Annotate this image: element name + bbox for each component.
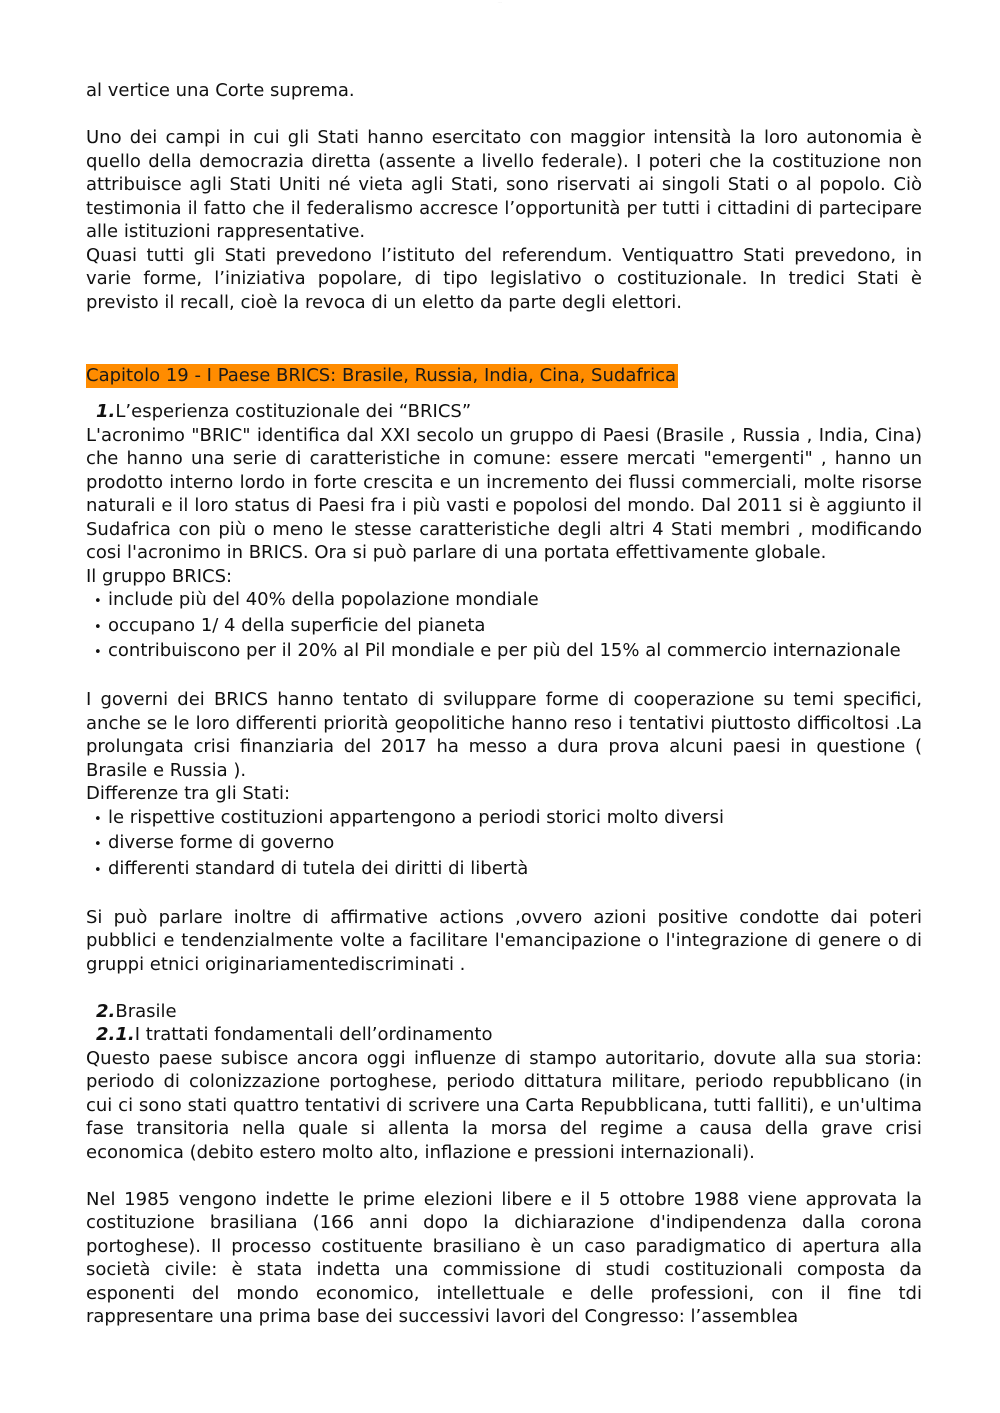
section-1-title: L’esperienza costituzionale dei “BRICS” bbox=[115, 401, 472, 422]
chapter-title: Capitolo 19 - I Paese BRICS: Brasile, Russia, India, Cina, Sudafrica bbox=[86, 365, 677, 386]
section-2-title: Brasile bbox=[115, 1000, 177, 1022]
section-2-1-number: 2.1. bbox=[96, 1024, 135, 1045]
section-2-paragraph-1: Questo paese subisce ancora oggi influenze di stampo autoritario, dovute alla sua storia: periodo di colonizzazione portoghese, periodo dittatura militare, periodo repubblicano (in cui ci sono stati quattro tentativi di scrivere una Carta Repubblicana, tutti falliti), e un'ultima fase transitoria nella quale si allenta la morsa del regime a causa della grave crisi economica (debito estero molto alto, inflazione e pressioni internazionali). bbox=[86, 1047, 922, 1163]
section-1-heading bbox=[86, 400, 922, 424]
section-2-1-title: I trattati fondamentali dell’ordinamento bbox=[134, 1024, 493, 1045]
intro-paragraph-2: Quasi tutti gli Stati prevedono l’istituto del referendum. Ventiquattro Stati prevedono, in varie forme, l’iniziativa popolare, di tipo legislativo o costituzionale. In tredici Stati è previsto il recall, cioè la revoca di un eletto da parte degli elettori. bbox=[86, 244, 922, 313]
brics-group-label: Il gruppo BRICS: bbox=[86, 565, 233, 587]
section-1-paragraph-2: I governi dei BRICS hanno tentato di sviluppare forme di cooperazione su temi specifici, anche se le loro differenti priorità geopolitiche hanno reso i tentativi piuttosto difficoltosi .La prolungata crisi finanziaria del 2017 ha messo a dura prova alcuni paesi in questione ( Brasile e Russia ). bbox=[86, 689, 922, 781]
chapter-heading bbox=[86, 364, 922, 388]
section-1-paragraph-1: L'acronimo "BRIC" identifica dal XXI secolo un gruppo di Paesi (Brasile , Russia , India, Cina) che hanno una serie di caratteristiche in comune: essere mercati "emergenti" , hanno un prodotto interno lordo in forte crescita e un incremento dei flussi commerciali, molte risorse naturali e il loro status di Paesi fra i più vasti e popolosi del mondo. Dal 2011 si è aggiunto il Sudafrica con più o meno le stesse caratteristiche degli altri 4 Stati membri , modificando cosi l'acronimo in BRICS. Ora si può parlare di una portata effettivamente globale. bbox=[86, 424, 922, 563]
section-1-number: 1. bbox=[96, 401, 116, 422]
intro-paragraph-1: Uno dei campi in cui gli Stati hanno esercitato con maggior intensità la loro autonomia è quello della democrazia diretta (assente a livello federale). I poteri che la costituzione non attribuisce agli Stati Uniti né vieta agli Stati, sono riservati ai singoli Stati o al popolo. Ciò testimonia il fatto che il federalismo accresce l’opportunità per tutti i cittadini di partecipare alle istituzioni rappresentative. bbox=[86, 127, 922, 242]
list-item: • differenti standard di tutela dei diritti di libertà bbox=[94, 857, 922, 883]
section-2-number: 2. bbox=[96, 1000, 116, 1022]
list-item: • diverse forme di governo bbox=[94, 831, 922, 857]
list-item: • le rispettive costituzioni appartengono a periodi storici molto diversi bbox=[94, 806, 922, 832]
intro-line-top: al vertice una Corte suprema. bbox=[86, 80, 355, 101]
section-1-paragraph-3: Si può parlare inoltre di affirmative actions ,ovvero azioni positive condotte dai poteri pubblici e tendenzialmente volte a facilitare l'emancipazione o l'integrazione di genere o di gruppi etnici originariamentediscriminati . bbox=[86, 906, 922, 975]
differences-list bbox=[86, 806, 922, 883]
section-2-heading bbox=[86, 1000, 922, 1024]
differences-label: Differenze tra gli Stati: bbox=[86, 783, 291, 804]
section-2-paragraph-2: Nel 1985 vengono indette le prime elezioni libere e il 5 ottobre 1988 viene approvata la costituzione brasiliana (166 anni dopo la dichiarazione d'indipendenza dalla corona portoghese). Il processo costituente brasiliano è un caso paradigmatico di apertura alla società civile: è stata indetta una commissione di studi costituzionali composta da esponenti del mondo economico, intellettuale e delle professioni, con il fine tdi rappresentare una prima base dei successivi lavori del Congresso: l’assemblea bbox=[86, 1188, 922, 1327]
list-item: • occupano 1/ 4 della superficie del pianeta bbox=[94, 614, 922, 640]
list-item: • include più del 40% della popolazione mondiale bbox=[94, 588, 922, 614]
page-header-mark: ····· bbox=[497, 0, 503, 4]
brics-group-list bbox=[86, 588, 922, 665]
document-page bbox=[86, 79, 922, 1329]
list-item: • contribuiscono per il 20% al Pil mondiale e per più del 15% al commercio internazionale bbox=[94, 639, 922, 665]
section-2-1-heading bbox=[86, 1023, 922, 1047]
